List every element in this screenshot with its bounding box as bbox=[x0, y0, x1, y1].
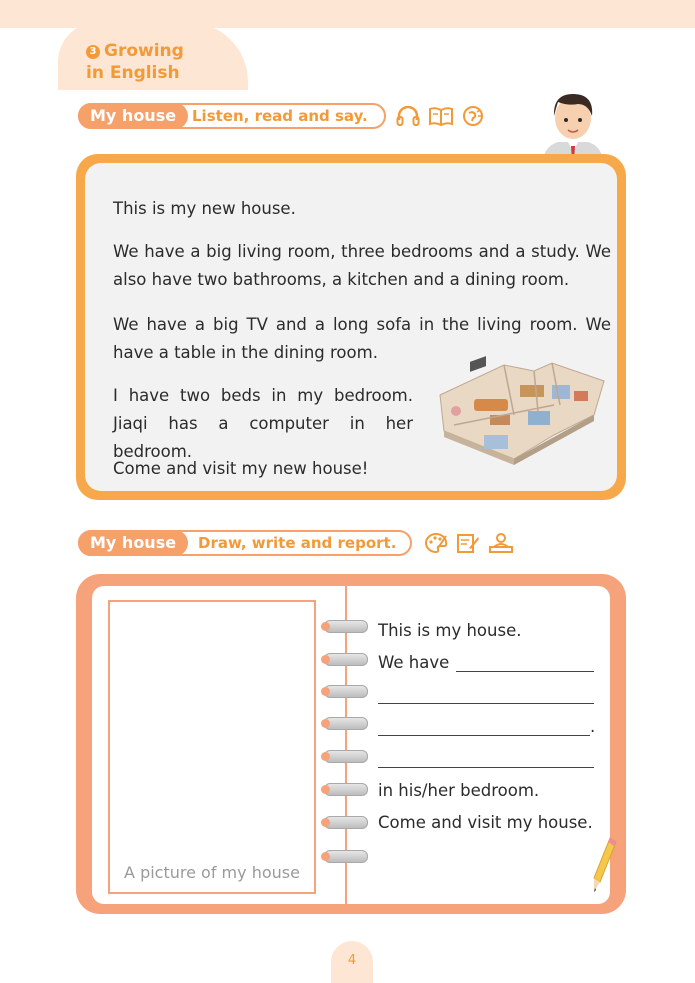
section-instruction: Draw, write and report. bbox=[198, 534, 397, 552]
binder-ring bbox=[324, 816, 368, 829]
reading-paragraph-3: We have a big TV and a long sofa in the living room. We have a table in the dining room. bbox=[113, 315, 611, 362]
write-line-1: This is my house. bbox=[378, 621, 522, 640]
reading-paragraph-2: We have a big living room, three bedrooms and a study. We also have two bathrooms, a kitchen and a dining room. bbox=[113, 242, 611, 289]
notebook-left-page bbox=[92, 586, 345, 904]
binder-ring bbox=[324, 717, 368, 730]
unit-title-line1: Growing bbox=[104, 41, 184, 61]
section-label-draw bbox=[78, 530, 538, 558]
reading-paragraph-1: This is my new house. bbox=[113, 199, 296, 218]
page-number: 4 bbox=[331, 941, 373, 983]
book-read-icon bbox=[428, 105, 454, 127]
boy-illustration bbox=[538, 88, 608, 164]
blank-line-5[interactable] bbox=[378, 767, 594, 768]
palette-icon bbox=[424, 532, 448, 554]
binder-ring bbox=[324, 850, 368, 863]
binder-ring bbox=[324, 685, 368, 698]
line-4-period: . bbox=[590, 717, 596, 736]
speak-icon bbox=[462, 105, 484, 127]
blank-line-2[interactable] bbox=[456, 671, 594, 672]
binder-ring bbox=[324, 620, 368, 633]
write-icon bbox=[456, 532, 480, 554]
picture-caption: A picture of my house bbox=[124, 863, 300, 882]
section-tag: My house bbox=[78, 530, 188, 556]
blank-line-4[interactable] bbox=[378, 735, 590, 736]
reading-paragraph-5: Come and visit my new house! bbox=[113, 459, 369, 478]
reading-paragraph-4: I have two beds in my bedroom. Jiaqi has a computer in her bedroom. bbox=[113, 386, 413, 461]
section-instruction: Listen, read and say. bbox=[192, 107, 368, 125]
unit-number-badge: 3 bbox=[86, 45, 100, 59]
picture-drawing-area[interactable] bbox=[108, 600, 316, 894]
unit-title bbox=[86, 40, 226, 84]
blank-line-3[interactable] bbox=[378, 703, 594, 704]
pencil-icon bbox=[590, 836, 618, 894]
section-label-listen bbox=[78, 103, 498, 131]
binder-ring bbox=[324, 750, 368, 763]
binder-ring bbox=[324, 653, 368, 666]
binder-ring bbox=[324, 783, 368, 796]
section-icons bbox=[424, 530, 514, 556]
report-icon bbox=[488, 532, 514, 554]
write-line-6: in his/her bedroom. bbox=[378, 781, 540, 800]
notebook bbox=[76, 574, 626, 914]
section-icons bbox=[396, 103, 484, 129]
write-line-2: We have bbox=[378, 653, 450, 672]
section-tag: My house bbox=[78, 103, 188, 129]
headphones-icon bbox=[396, 105, 420, 127]
write-line-7: Come and visit my house. bbox=[378, 813, 593, 832]
unit-title-line2: in English bbox=[86, 63, 180, 83]
house-floorplan-illustration bbox=[434, 355, 609, 465]
